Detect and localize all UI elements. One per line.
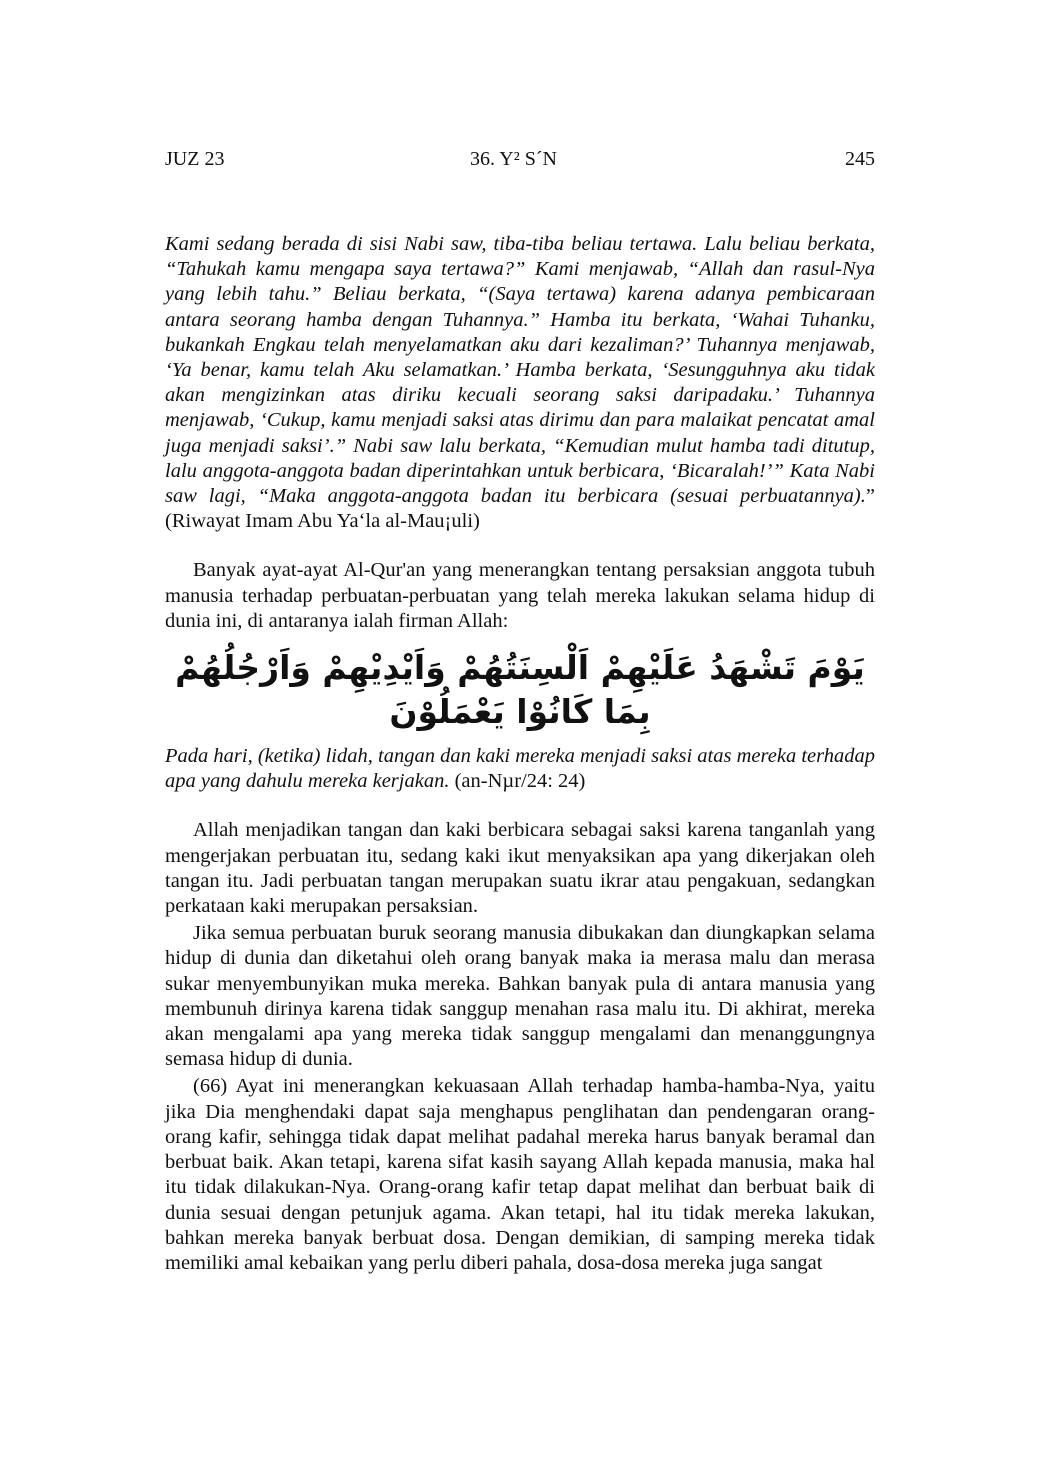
page-number: 245 — [845, 148, 875, 170]
verse-reference: (an-Nµr/24: 24) — [449, 770, 586, 793]
juz-label: JUZ 23 — [165, 148, 225, 170]
hadith-text: Kami sedang berada di sisi Nabi saw, tiba-tiba beliau tertawa. Lalu beliau berkata, “Tahukah kamu mengapa saya tertawa?” Kami menjawab, “Allah dan rasul-Nya yang lebih tahu.” Beliau berkata, “(Saya tertawa) karena adanya pembicaraan antara seorang hamba dengan Tuhannya.” Hamba itu berkata, ‘Wahai Tuhanku, bukankah Engkau telah menyelamatkan aku dari kezaliman?’ Tuhannya menjawab, ‘Ya benar, kamu telah Aku selamatkan.’ Hamba berkata, ‘Sesungguhnya aku tidak akan mengizinkan atas diriku kecuali seorang saksi daripadaku.’ Tuhannya menjawab, ‘Cukup, kamu menjadi saksi atas dirimu dan para malaikat pencatat amal juga menjadi saksi’.” Nabi saw lalu berkata, “Kemudian mulut hamba tadi ditutup, lalu anggota-anggota badan diperintahkan untuk berbicara, ‘Bicaralah!’” Kata Nabi saw lagi, “Maka anggota-anggota badan itu berbicara (sesuai perbuatannya). — [165, 233, 875, 508]
body-paragraph: Allah menjadikan tangan dan kaki berbicara sebagai saksi karena tanganlah yang mengerjakan perbuatan itu, sedang kaki ikut menyaksikan apa yang dikerjakan oleh tangan itu. Jadi perbuatan tangan merupakan suatu ikrar atau pengakuan, sedangkan perkataan kaki merupakan persaksian. — [165, 819, 875, 918]
intro-paragraph: Banyak ayat-ayat Al-Qur'an yang menerangkan tentang persaksian anggota tubuh manusia terhadap perbuatan-perbuatan yang telah mereka lakukan selama hidup di dunia ini, di antaranya ialah firman Allah: — [165, 559, 875, 632]
body-paragraph: Jika semua perbuatan buruk seorang manusia dibukakan dan diungkapkan selama hidup di dunia dan diketahui oleh orang banyak maka ia merasa malu dan merasa sukar menyembunyikan muka mereka. Bahkan banyak pula di antara manusia yang membunuh dirinya karena tidak sanggup menahan rasa malu itu. Di akhirat, mereka akan mengalami apa yang mereka tidak sanggup mengalami dan menanggungnya semasa hidup di dunia. — [165, 922, 875, 1071]
body-paragraph: (66) Ayat ini menerangkan kekuasaan Allah terhadap hamba-hamba-Nya, yaitu jika Dia menghendaki dapat saja menghapus penglihatan dan pendengaran orang-orang kafir, sehingga tidak dapat melihat padahal mereka harus banyak beramal dan berbuat baik. Akan tetapi, karena sifat kasih sayang Allah kepada manusia, maka hal itu tidak dilakukan-Nya. Orang-orang kafir tetap dapat melihat dan berbuat baik di dunia sesuai dengan petunjuk agama. Akan tetapi, hal itu tidak mereka lakukan, bahkan mereka banyak berbuat dosa. Dengan demikian, di samping mereka tidak memiliki amal kebaikan yang perlu diberi pahala, dosa-dosa mereka juga sangat — [165, 1075, 875, 1274]
surah-title: 36. Y² S´N — [470, 148, 557, 170]
hadith-paragraph — [165, 232, 875, 534]
page-body — [165, 232, 875, 1276]
verse-translation-paragraph — [165, 744, 875, 794]
page-header — [165, 148, 875, 176]
hadith-source: ” (Riwayat Imam Abu Ya‘la al-Mau¡uli) — [165, 485, 875, 533]
quran-verse-arabic: يَوْمَ تَشْهَدُ عَلَيْهِمْ اَلْسِنَتُهُمْ وَاَيْدِيْهِمْ وَاَرْجُلُهُمْ بِمَا كَانُوْا يَعْمَلُوْنَ — [175, 648, 865, 732]
verse-translation: Pada hari, (ketika) lidah, tangan dan kaki mereka menjadi saksi atas mereka terhadap apa yang dahulu mereka kerjakan. — [165, 745, 875, 793]
